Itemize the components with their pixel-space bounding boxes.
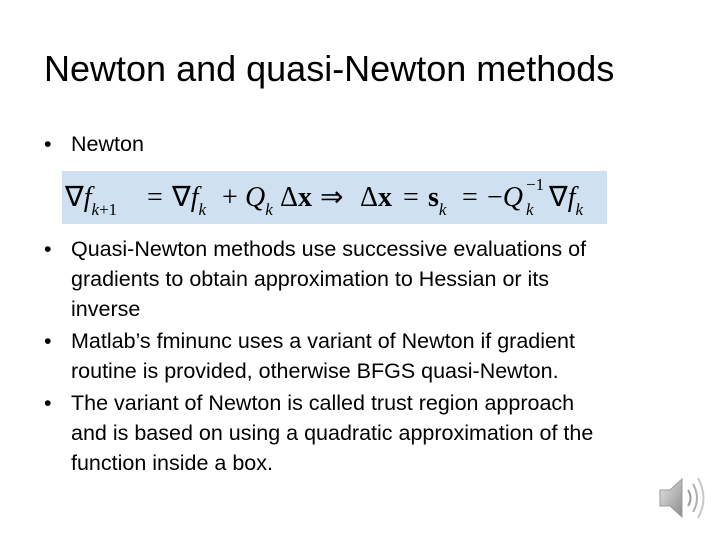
svg-text:+: + xyxy=(222,182,238,213)
svg-text:Δx: Δx xyxy=(360,182,393,213)
svg-text:k: k xyxy=(526,200,534,219)
bullet-marker: • xyxy=(44,329,52,353)
svg-text:−1: −1 xyxy=(526,175,545,194)
bullet-line: The variant of Newton is called trust region approach xyxy=(71,391,575,415)
bullet-line: function inside a box. xyxy=(71,451,273,475)
svg-text:=: = xyxy=(462,182,478,213)
svg-text:∇fk+1: $\nabla f_k+1$ xyxy=(65,182,118,219)
equation-graphic xyxy=(62,171,607,224)
svg-text:=: = xyxy=(147,182,163,213)
svg-text:−Q: −Q xyxy=(487,182,524,213)
bullet-line: Quasi-Newton methods use successive evaluations of xyxy=(71,237,587,261)
svg-text:Qk: $Q_k$ xyxy=(245,182,273,219)
speaker-icon[interactable] xyxy=(654,470,710,531)
slide-title: Newton and quasi-Newton methods xyxy=(44,48,615,89)
bullet-item xyxy=(44,326,575,386)
svg-text:Δx: Δx xyxy=(280,182,313,213)
svg-text:∇fk: $\nabla f_k$ xyxy=(172,182,207,219)
svg-text:⇒: ⇒ xyxy=(320,182,344,213)
svg-text:∇fk: $\nabla f_k$ xyxy=(549,182,584,219)
bullet-line: routine is provided, otherwise BFGS quasi-Newton. xyxy=(71,359,559,383)
bullet-item xyxy=(44,129,144,159)
bullet-item xyxy=(44,234,586,324)
bullet-line: gradients to obtain approximation to Hessian or its xyxy=(71,267,550,291)
bullet-line: inverse xyxy=(71,297,141,321)
bullet-line: and is based on using a quadratic approximation of the xyxy=(71,421,594,445)
bullet-marker: • xyxy=(44,391,52,415)
newton-step-equation xyxy=(62,171,607,224)
svg-text:=: = xyxy=(403,182,419,213)
bullet-line: Newton xyxy=(71,132,144,156)
svg-text:sk: $s_k$ xyxy=(428,182,447,219)
bullet-marker: • xyxy=(44,237,52,261)
bullet-marker: • xyxy=(44,132,52,156)
bullet-item xyxy=(44,388,593,478)
bullet-line: Matlab’s fminunc uses a variant of Newton if gradient xyxy=(71,329,575,353)
